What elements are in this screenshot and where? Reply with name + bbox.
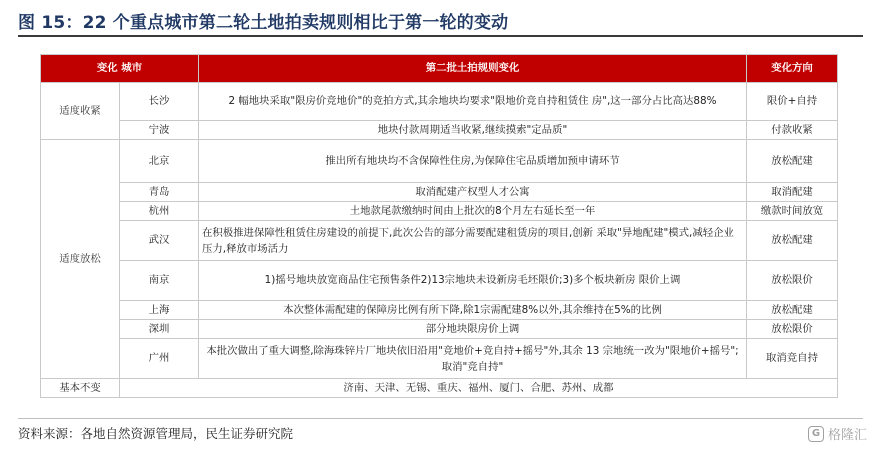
group-tighten: 适度收紧 — [41, 83, 120, 140]
table-row — [41, 140, 838, 183]
city-cell: 深圳 — [120, 320, 199, 339]
direction-cell: 取消竞自持 — [747, 339, 838, 379]
direction-cell: 放松配建 — [747, 221, 838, 261]
group-unchanged: 基本不变 — [41, 379, 120, 398]
figure-title: 图 15：22 个重点城市第二轮土地拍卖规则相比于第一轮的变动 — [18, 13, 509, 33]
table-row — [41, 379, 838, 398]
footer-divider — [18, 418, 863, 419]
city-cell: 青岛 — [120, 183, 199, 202]
direction-cell: 放松配建 — [747, 140, 838, 183]
rule-cell: 2 幅地块采取"限房价竞地价"的竞拍方式,其余地块均要求"限地价竞自持租赁住 房",这一部分占比高达88% — [199, 83, 747, 121]
rule-cell: 1)摇号地块放宽商品住宅预售条件2)13宗地块未设新房毛坯限价;3)多个板块新房 限价上调 — [199, 261, 747, 301]
city-cell: 北京 — [120, 140, 199, 183]
city-cell: 武汉 — [120, 221, 199, 261]
header-direction: 变化方向 — [747, 55, 838, 83]
rule-cell: 部分地块限房价上调 — [199, 320, 747, 339]
rule-cell: 本次整体需配建的保障房比例有所下降,除1宗需配建8%以外,其余维持在5%的比例 — [199, 301, 747, 320]
rule-cell: 土地款尾款缴纳时间由上批次的8个月左右延长至一年 — [199, 202, 747, 221]
rule-cell: 取消配建产权型人才公寓 — [199, 183, 747, 202]
direction-cell: 放松配建 — [747, 301, 838, 320]
table-row — [41, 221, 838, 261]
watermark-logo-icon: G — [808, 426, 824, 442]
unchanged-cities-cell: 济南、天津、无锡、重庆、福州、厦门、合肥、苏州、成都 — [120, 379, 838, 398]
city-cell: 上海 — [120, 301, 199, 320]
table-row — [41, 320, 838, 339]
city-cell: 宁波 — [120, 121, 199, 140]
table-row — [41, 183, 838, 202]
watermark-text: 格隆汇 — [827, 428, 867, 443]
city-cell: 南京 — [120, 261, 199, 301]
source-note: 资料来源：各地自然资源管理局，民生证券研究院 — [18, 426, 294, 441]
direction-cell: 限价+自持 — [747, 83, 838, 121]
direction-cell: 缴款时间放宽 — [747, 202, 838, 221]
direction-cell: 放松限价 — [747, 320, 838, 339]
city-cell: 广州 — [120, 339, 199, 379]
city-cell: 长沙 — [120, 83, 199, 121]
watermark — [808, 424, 867, 443]
rules-table — [40, 54, 838, 398]
header-rule-change: 第二批土拍规则变化 — [199, 55, 747, 83]
title-divider — [18, 35, 863, 37]
header-change-city: 变化 城市 — [41, 55, 199, 83]
direction-cell: 取消配建 — [747, 183, 838, 202]
table-row — [41, 339, 838, 379]
table-row — [41, 83, 838, 121]
table-row — [41, 121, 838, 140]
rule-cell: 推出所有地块均不含保障性住房,为保障住宅品质增加预申请环节 — [199, 140, 747, 183]
group-loosen: 适度放松 — [41, 140, 120, 379]
rule-cell: 在积极推进保障性租赁住房建设的前提下,此次公告的部分需要配建租赁房的项目,创新 采取"异地配建"模式,减轻企业压力,释放市场活力 — [199, 221, 747, 261]
table-row — [41, 261, 838, 301]
rule-cell: 本批次做出了重大调整,除海珠锌片厂地块依旧沿用"竞地价+竞自持+摇号"外,其余 13 宗地统一改为"限地价+摇号";取消"竞自持" — [199, 339, 747, 379]
rule-cell: 地块付款周期适当收紧,继续摸索"定品质" — [199, 121, 747, 140]
table-row — [41, 202, 838, 221]
table-row — [41, 301, 838, 320]
city-cell: 杭州 — [120, 202, 199, 221]
table-header-row — [41, 55, 838, 83]
direction-cell: 付款收紧 — [747, 121, 838, 140]
direction-cell: 放松限价 — [747, 261, 838, 301]
